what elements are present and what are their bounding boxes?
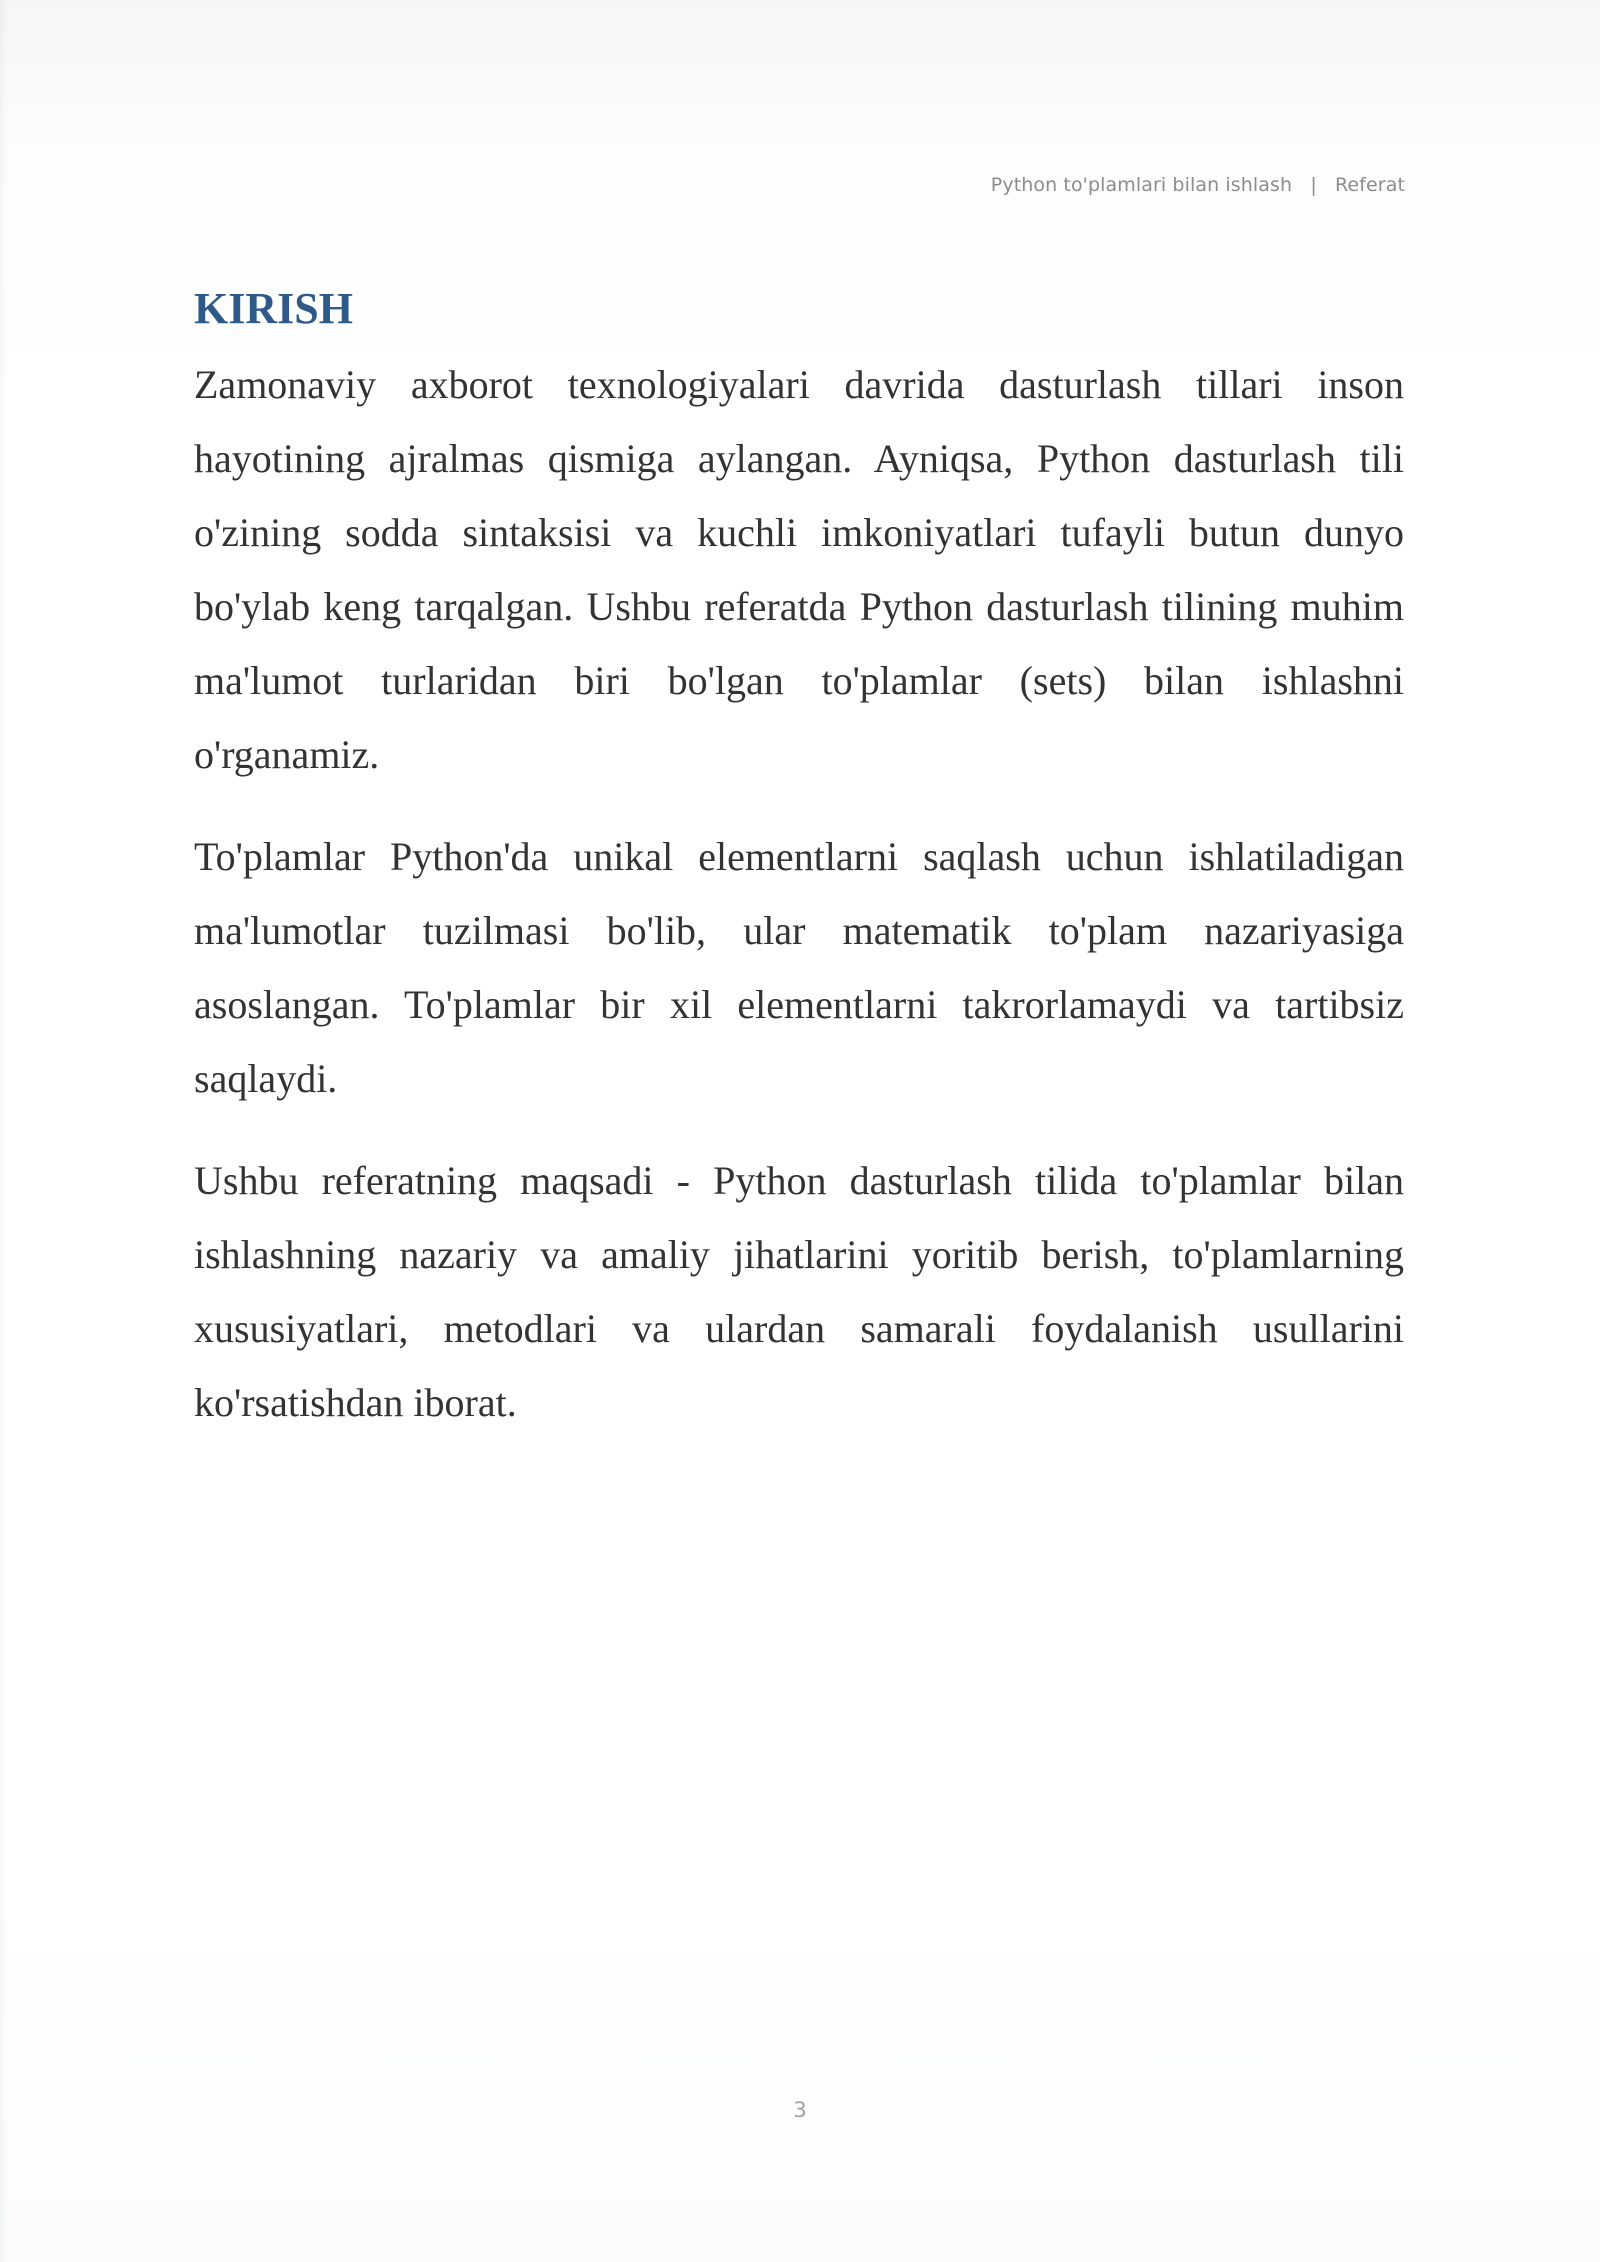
- paragraph-goal: Ushbu referatning maqsadi - Python dasturlash tilida to'plamlar bilan ishlashning nazariy va amaliy jihatlarini yoritib berish, to'plamlarning xususiyatlari, metodlari va ulardan samarali foydalanish usullarini ko'rsatishdan iborat.: [194, 1158, 1404, 1425]
- paragraph-introduction: Zamonaviy axborot texnologiyalari davrida dasturlash tillari inson hayotining ajralmas qismiga aylangan. Ayniqsa, Python dasturlash tili o'zining sodda sintaksisi va kuchli imkoniyatlari tufayli butun dunyo bo'ylab keng tarqalgan. Ushbu referatda Python dasturlash tilining muhim ma'lumot turlaridan biri bo'lgan to'plamlar (sets) bilan ishlashni o'rganamiz.: [194, 362, 1404, 777]
- header-separator: |: [1310, 174, 1317, 196]
- running-header: [991, 174, 1405, 196]
- header-title: Python to'plamlari bilan ishlash: [990, 174, 1293, 196]
- paragraph-sets-definition: To'plamlar Python'da unikal elementlarni saqlash uchun ishlatiladigan ma'lumotlar tuzilmasi bo'lib, ular matematik to'plam nazariyasiga asoslangan. To'plamlar bir xil elementlarni takrorlamaydi va tartibsiz saqlaydi.: [194, 834, 1404, 1101]
- header-document-type: Referat: [1334, 174, 1405, 196]
- page-number: 3: [793, 2098, 807, 2122]
- section-heading: KIRISH: [194, 284, 353, 333]
- page-content: [194, 276, 1404, 1468]
